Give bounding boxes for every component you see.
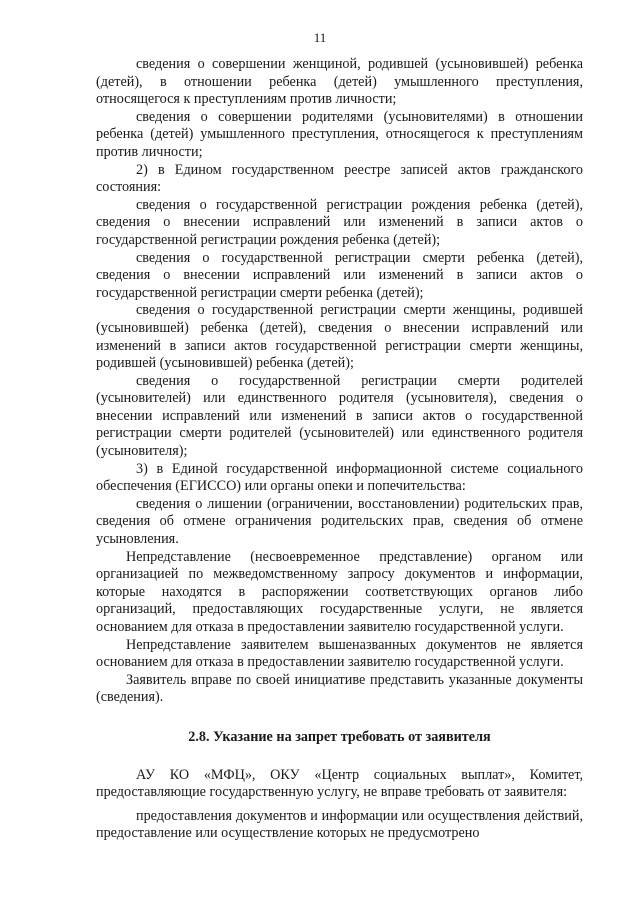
document-body	[96, 56, 583, 843]
paragraph-child-death-registration: сведения о государственной регистрации смерти ребенка (детей), сведения о внесении исправлений или изменений в записи актов о государственной регистрации смерти ребенка (детей);	[96, 249, 583, 301]
page-number: 11	[313, 30, 327, 45]
paragraph-birth-registration: сведения о государственной регистрации рождения ребенка (детей), сведения о внесении исправлений или изменений в записи актов о государственной регистрации рождения ребенка (детей);	[96, 196, 583, 248]
paragraph-non-submission-by-agency: Непредставление (несвоевременное представление) органом или организацией по межведомственному запросу документов и информации, которые находятся в распоряжении соответствующих органов либо организаций, предоставляющих государственные услуги, не является основанием для отказа в предоставлении заявителю государственной услуги.	[96, 548, 583, 635]
paragraph-applicant-right: Заявитель вправе по своей инициативе представить указанные документы (сведения).	[96, 671, 583, 706]
paragraph-women-crime-info: сведения о совершении женщиной, родившей (усыновившей) ребенка (детей), в отношении ребенка (детей) умышленного преступления, относящегося к преступлениям против личности;	[96, 56, 583, 108]
paragraph-prohibition-intro: АУ КО «МФЦ», ОКУ «Центр социальных выплат», Комитет, предоставляющие государственную услугу, не вправе требовать от заявителя:	[96, 766, 583, 801]
paragraph-non-submission-by-applicant: Непредставление заявителем вышеназванных документов не является основанием для отказа в предоставлении заявителю государственной услуги.	[96, 636, 583, 671]
paragraph-parents-death-registration: сведения о государственной регистрации смерти родителей (усыновителей) или единственного родителя (усыновителя), сведения о внесении исправлений или изменений в записи актов о государственной регистрации смерти родителей (усыновителей) или единственного родителя (усыновителя);	[96, 372, 583, 460]
paragraph-parental-rights: сведения о лишении (ограничении, восстановлении) родительских прав, сведения об отмене ограничения родительских прав, сведения об отмене усыновления.	[96, 495, 583, 548]
paragraph-woman-death-registration: сведения о государственной регистрации смерти женщины, родившей (усыновившей) ребенка (детей), сведения о внесении исправлений или изменений в записи актов государственной регистрации смерти женщины, родившей (усыновившей) ребенка (детей);	[96, 302, 583, 372]
paragraph-parents-crime-info: сведения о совершении родителями (усыновителями) в отношении ребенка (детей) умышленного преступления, относящегося к преступлениям против личности;	[96, 108, 583, 160]
paragraph-egisso-item-3: 3) в Единой государственной информационной системе социального обеспечения (ЕГИССО) или органы опеки и попечительства:	[96, 460, 583, 495]
paragraph-registry-item-2: 2) в Едином государственном реестре записей актов гражданского состояния:	[96, 161, 583, 196]
paragraph-prohibition-item: предоставления документов и информации или осуществления действий, предоставление или осуществление которых не предусмотрено	[96, 807, 583, 842]
section-heading: 2.8. Указание на запрет требовать от заявителя	[188, 728, 491, 745]
